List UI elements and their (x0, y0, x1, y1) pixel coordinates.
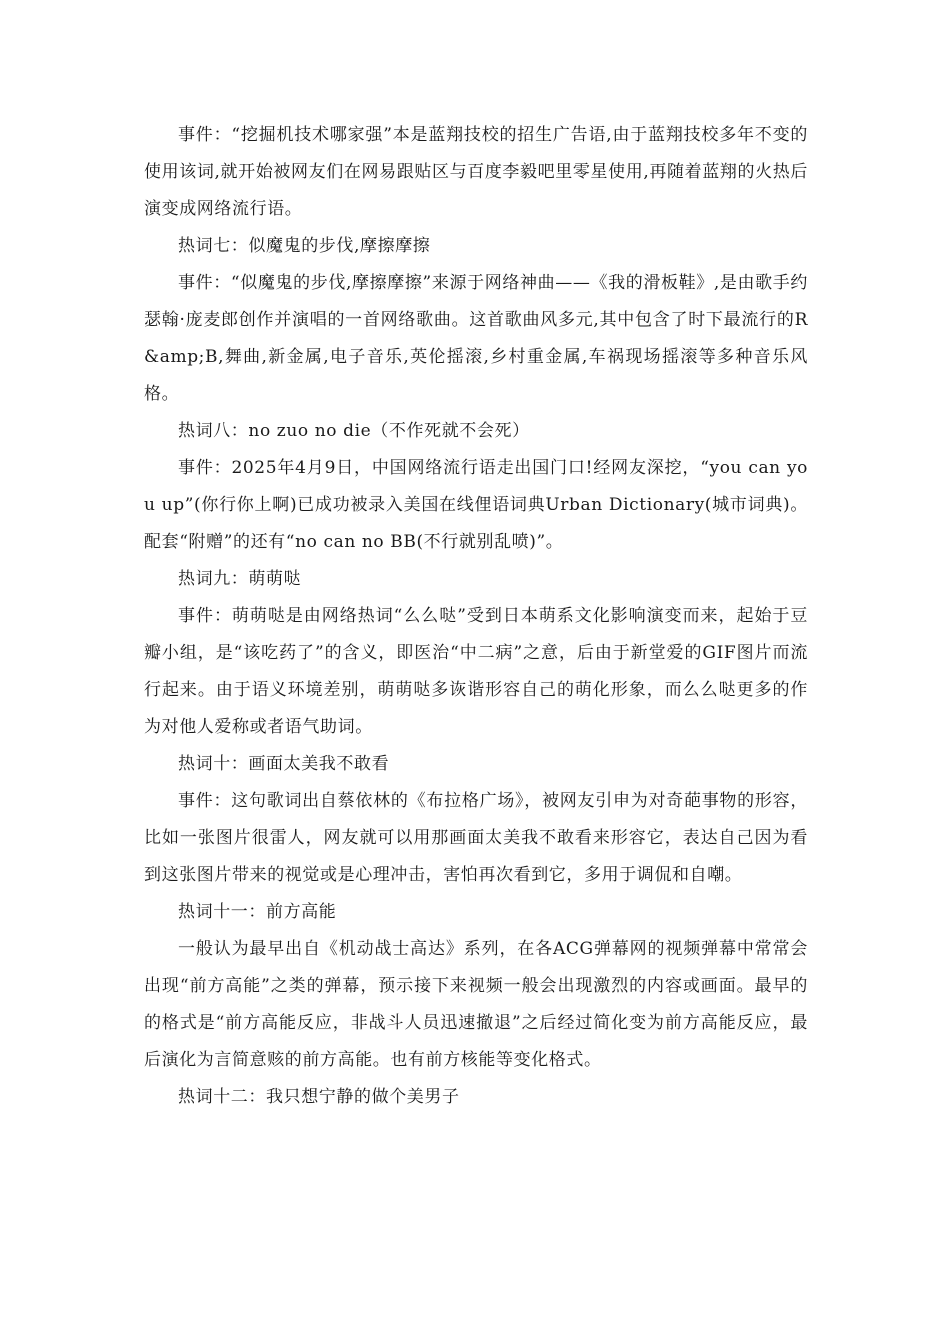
paragraph-event-9: 事件：萌萌哒是由网络热词“么么哒”受到日本萌系文化影响演变而来，起始于豆瓣小组，是“该吃药了”的含义，即医治“中二病”之意，后由于新堂爱的GIF图片而流行起来。由于语义环境差别，萌萌哒多诙谐形容自己的萌化形象，而么么哒更多的作为对他人爱称或者语气助词。 (144, 606, 808, 737)
heading-hotword-9: 热词九：萌萌哒 (178, 569, 302, 589)
paragraph-event-11: 一般认为最早出自《机动战士高达》系列，在各ACG弹幕网的视频弹幕中常常会出现“前方高能”之类的弹幕，预示接下来视频一般会出现激烈的内容或画面。最早的的格式是“前方高能反应，非战斗人员迅速撤退”之后经过简化变为前方高能反应，最后演化为言简意赅的前方高能。也有前方核能等变化格式。 (144, 939, 808, 1070)
paragraph-event-excavator: 事件：“挖掘机技术哪家强”本是蓝翔技校的招生广告语,由于蓝翔技校多年不变的使用该词,就开始被网友们在网易跟贴区与百度李毅吧里零星使用,再随着蓝翔的火热后演变成网络流行语。 (144, 125, 808, 219)
paragraph-event-8: 事件：2025年4月9日，中国网络流行语走出国门口!经网友深挖，“you can you up”(你行你上啊)已成功被录入美国在线俚语词典Urban Dictionary(城市词典)。配套“附赠”的还有“no can no BB(不行就别乱喷)”。 (144, 458, 808, 552)
heading-hotword-8: 热词八：no zuo no die（不作死就不会死） (178, 421, 530, 441)
paragraph-event-7: 事件：“似魔鬼的步伐,摩擦摩擦”来源于网络神曲——《我的滑板鞋》,是由歌手约瑟翰·庞麦郎创作并演唱的一首网络歌曲。这首歌曲风多元,其中包含了时下最流行的R&amp;B,舞曲,新金属,电子音乐,英伦摇滚,乡村重金属,车祸现场摇滚等多种音乐风格。 (144, 273, 808, 404)
document-body (144, 117, 808, 1116)
heading-hotword-10: 热词十：画面太美我不敢看 (178, 754, 390, 774)
heading-hotword-11: 热词十一：前方高能 (178, 902, 337, 922)
heading-hotword-12: 热词十二：我只想宁静的做个美男子 (178, 1087, 460, 1107)
paragraph-event-10: 事件：这句歌词出自蔡依林的《布拉格广场》，被网友引申为对奇葩事物的形容，比如一张图片很雷人，网友就可以用那画面太美我不敢看来形容它，表达自己因为看到这张图片带来的视觉或是心理冲击，害怕再次看到它，多用于调侃和自嘲。 (144, 791, 808, 885)
heading-hotword-7: 热词七：似魔鬼的步伐,摩擦摩擦 (178, 236, 431, 256)
